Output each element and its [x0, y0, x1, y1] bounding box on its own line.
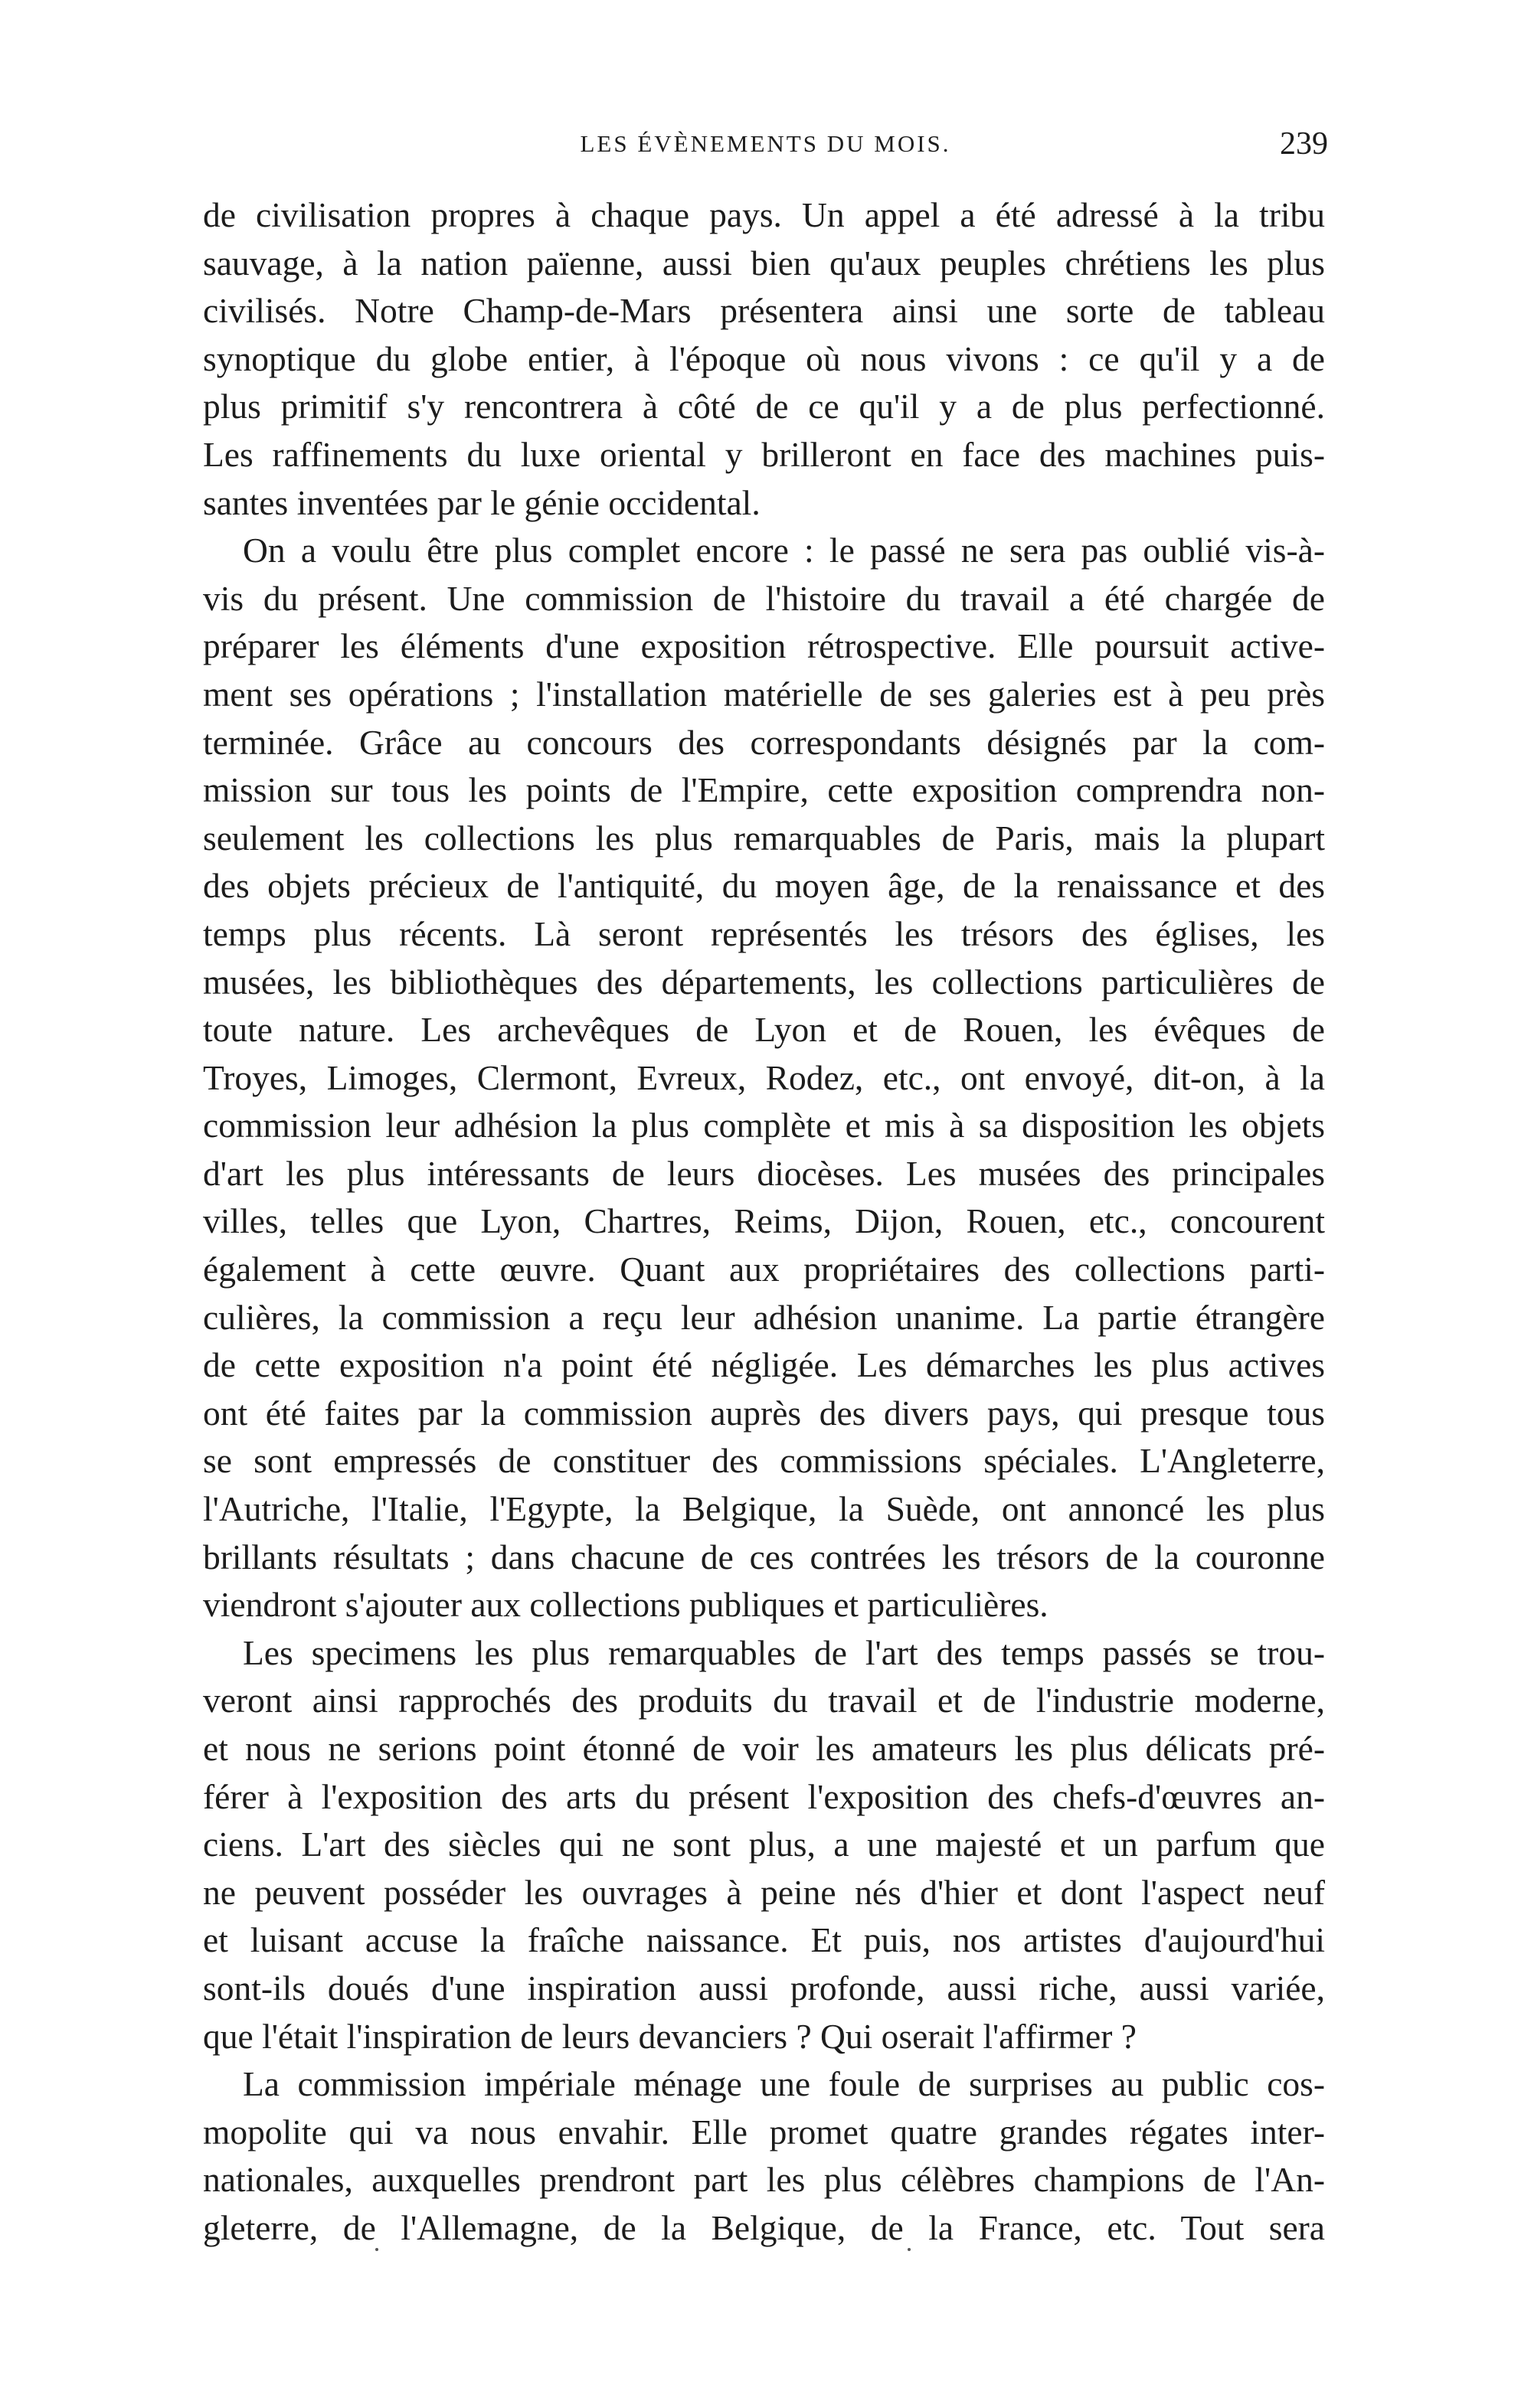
text-line: seulement les collections les plus remarquables de Paris, mais la plupart	[203, 818, 1325, 858]
text-line: On a voulu être plus complet encore : le passé ne sera pas oublié vis-à-	[243, 531, 1325, 570]
text-line: musées, les bibliothèques des départements, les collections particulières de	[203, 962, 1325, 1001]
running-title: LES ÉVÈNEMENTS DU MOIS.	[580, 130, 951, 157]
text-line: ciens. L'art des siècles qui ne sont plus, a une majesté et un parfum que	[203, 1825, 1325, 1864]
print-specks	[0, 2248, 1531, 2263]
text-line: également à cette œuvre. Quant aux propriétaires des collections parti-	[203, 1250, 1325, 1289]
text-line: ne peuvent posséder les ouvrages à peine nés d'hier et dont l'aspect neuf	[203, 1872, 1325, 1912]
text-line: de cette exposition n'a point été négligée. Les démarches les plus actives	[203, 1345, 1325, 1385]
text-line: Les specimens les plus remarquables de l'art des temps passés se trou-	[243, 1632, 1325, 1672]
text-line: préparer les éléments d'une exposition rétrospective. Elle poursuit active-	[203, 626, 1325, 666]
text-line: terminée. Grâce au concours des correspondants désignés par la com-	[203, 722, 1325, 762]
page-number: 239	[1280, 126, 1328, 162]
text-line: Les raffinements du luxe oriental y brilleront en face des machines puis-	[203, 434, 1325, 474]
text-line: civilisés. Notre Champ-de-Mars présentera ainsi une sorte de tableau	[203, 291, 1325, 331]
text-line: villes, telles que Lyon, Chartres, Reims, Dijon, Rouen, etc., concourent	[203, 1201, 1325, 1241]
text-line: ont été faites par la commission auprès des divers pays, qui presque tous	[203, 1393, 1325, 1433]
text-line: férer à l'exposition des arts du présent l'exposition des chefs-d'œuvres an-	[203, 1776, 1325, 1816]
text-line: gleterre, de l'Allemagne, de la Belgique, de la France, etc. Tout sera	[203, 2207, 1325, 2247]
text-line: mission sur tous les points de l'Empire, cette exposition comprendra non-	[203, 770, 1325, 810]
text-line: se sont empressés de constituer des commissions spéciales. L'Angleterre,	[203, 1441, 1325, 1481]
text-line: commission leur adhésion la plus complète et mis à sa disposition les objets	[203, 1106, 1325, 1145]
text-line: La commission impériale ménage une foule de surprises au public cos-	[243, 2064, 1325, 2104]
text-line: vis du présent. Une commission de l'histoire du travail a été chargée de	[203, 578, 1325, 618]
text-line: et luisant accuse la fraîche naissance. Et puis, nos artistes d'aujourd'hui	[203, 1920, 1325, 1960]
body-text	[203, 191, 1325, 2253]
text-line: sont-ils doués d'une inspiration aussi profonde, aussi riche, aussi variée,	[203, 1968, 1325, 2008]
text-line: viendront s'ajouter aux collections publiques et particulières.	[203, 1585, 1048, 1625]
text-line: temps plus récents. Là seront représentés les trésors des églises, les	[203, 913, 1325, 953]
ink-speck	[375, 2248, 378, 2251]
text-line: culières, la commission a reçu leur adhésion unanime. La partie étrangère	[203, 1297, 1325, 1337]
text-line: ment ses opérations ; l'installation matérielle de ses galeries est à peu près	[203, 674, 1325, 714]
text-line: toute nature. Les archevêques de Lyon et de Rouen, les évêques de	[203, 1010, 1325, 1050]
running-head	[203, 126, 1328, 175]
text-line: et nous ne serions point étonné de voir les amateurs les plus délicats pré-	[203, 1729, 1325, 1768]
ink-speck	[908, 2248, 911, 2251]
text-line: Troyes, Limoges, Clermont, Evreux, Rodez, etc., ont envoyé, dit-on, à la	[203, 1057, 1325, 1097]
text-line: nationales, auxquelles prendront part les plus célèbres champions de l'An-	[203, 2160, 1325, 2200]
text-line: veront ainsi rapprochés des produits du travail et de l'industrie moderne,	[203, 1681, 1325, 1720]
text-line: de civilisation propres à chaque pays. Un appel a été adressé à la tribu	[203, 195, 1325, 234]
text-line: l'Autriche, l'Italie, l'Egypte, la Belgique, la Suède, ont annoncé les plus	[203, 1489, 1325, 1529]
text-line: brillants résultats ; dans chacune de ces contrées les trésors de la couronne	[203, 1537, 1325, 1576]
text-line: mopolite qui va nous envahir. Elle promet quatre grandes régates inter-	[203, 2112, 1325, 2152]
text-line: plus primitif s'y rencontrera à côté de ce qu'il y a de plus perfectionné.	[203, 387, 1325, 426]
text-line: santes inventées par le génie occidental.	[203, 482, 761, 522]
text-line: que l'était l'inspiration de leurs devanciers ? Qui oserait l'affirmer ?	[203, 2016, 1137, 2056]
text-line: synoptique du globe entier, à l'époque où nous vivons : ce qu'il y a de	[203, 338, 1325, 378]
text-line: des objets précieux de l'antiquité, du moyen âge, de la renaissance et des	[203, 866, 1325, 906]
text-line: sauvage, à la nation païenne, aussi bien qu'aux peuples chrétiens les plus	[203, 243, 1325, 283]
text-line: d'art les plus intéressants de leurs diocèses. Les musées des principales	[203, 1153, 1325, 1193]
